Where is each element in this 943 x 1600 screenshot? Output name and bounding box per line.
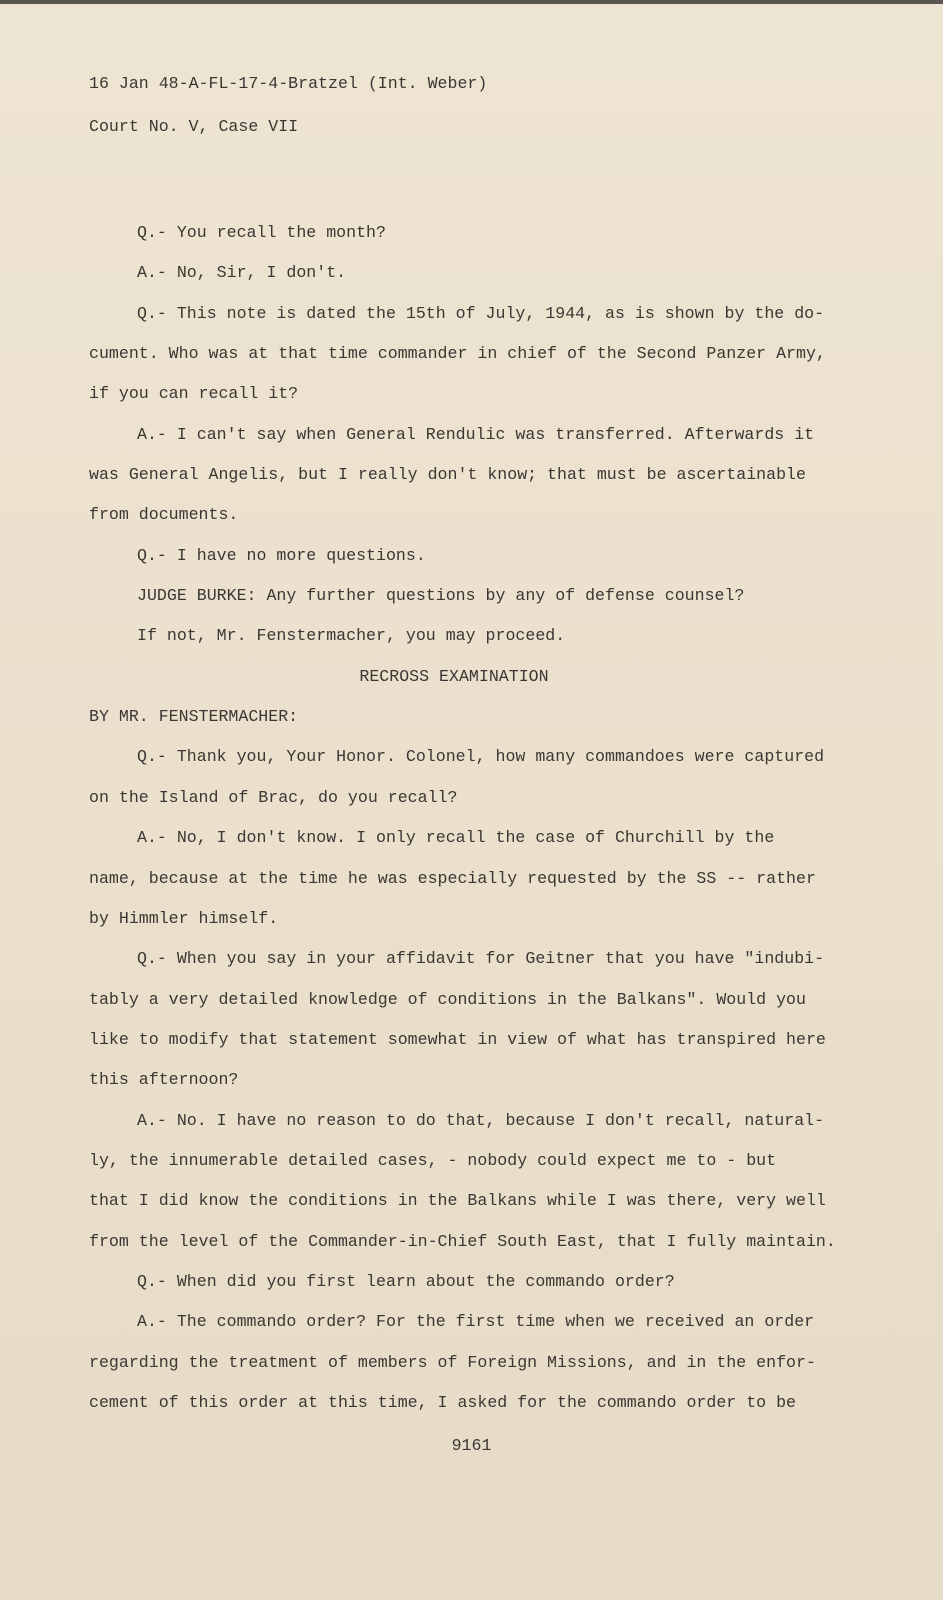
transcript-line: A.- The commando order? For the first time when we received an order — [137, 1312, 815, 1332]
transcript-line: Q.- You recall the month? — [137, 223, 386, 242]
transcript-line: cument. Who was at that time commander in chief of the Second Panzer Army, — [89, 344, 826, 364]
transcript-line: Q.- When did you first learn about the commando order? — [137, 1271, 675, 1291]
transcript-line: if you can recall it? — [89, 384, 299, 404]
transcript-line: this afternoon? — [89, 1070, 239, 1090]
transcript-line: name, because at the time he was especially requested by the SS -- rather — [89, 868, 816, 888]
page-number: 9161 — [451, 1436, 492, 1455]
transcript-line: like to modify that statement somewhat in view of what has transpired here — [89, 1029, 826, 1049]
transcript-line: cement of this order at this time, I asked for the commando order to be — [89, 1392, 797, 1412]
transcript-body — [89, 213, 889, 1423]
transcript-line: ly, the innumerable detailed cases, - nobody could expect me to - but — [89, 1150, 777, 1170]
transcript-line: Q.- Thank you, Your Honor. Colonel, how many commandoes were captured — [137, 747, 825, 767]
transcript-line: was General Angelis, but I really don't know; that must be ascertainable — [89, 465, 806, 485]
scan-edge — [0, 0, 943, 4]
transcript-line: from documents. — [89, 505, 239, 525]
transcript-line: Q.- When you say in your affidavit for Geitner that you have "indubi- — [137, 949, 825, 969]
transcript-line: JUDGE BURKE: Any further questions by any of defense counsel? — [137, 586, 745, 606]
transcript-line: RECROSS EXAMINATION — [359, 666, 549, 686]
transcript-line: A.- I can't say when General Rendulic was transferred. Afterwards it — [137, 424, 815, 444]
document-header-line: 16 Jan 48-A-FL-17-4-Bratzel (Int. Weber) — [89, 74, 488, 93]
court-case-line: Court No. V, Case VII — [89, 117, 299, 136]
transcript-line: that I did know the conditions in the Balkans while I was there, very well — [89, 1191, 826, 1211]
transcript-line: Q.- I have no more questions. — [137, 545, 426, 565]
transcript-line: A.- No, Sir, I don't. — [137, 263, 347, 283]
transcript-line: A.- No. I have no reason to do that, because I don't recall, natural- — [137, 1110, 825, 1130]
transcript-line: Q.- This note is dated the 15th of July, 1944, as is shown by the do- — [137, 303, 825, 323]
transcript-line: from the level of the Commander-in-Chief South East, that I fully maintain. — [89, 1231, 836, 1251]
transcript-line: on the Island of Brac, do you recall? — [89, 787, 458, 807]
transcript-line: tably a very detailed knowledge of conditions in the Balkans". Would you — [89, 989, 806, 1009]
transcript-line: regarding the treatment of members of Foreign Missions, and in the enfor- — [89, 1352, 816, 1372]
transcript-line: A.- No, I don't know. I only recall the case of Churchill by the — [137, 828, 775, 848]
transcript-line: BY MR. FENSTERMACHER: — [89, 707, 299, 727]
transcript-line: If not, Mr. Fenstermacher, you may proceed. — [137, 626, 566, 646]
transcript-line: by Himmler himself. — [89, 908, 279, 928]
